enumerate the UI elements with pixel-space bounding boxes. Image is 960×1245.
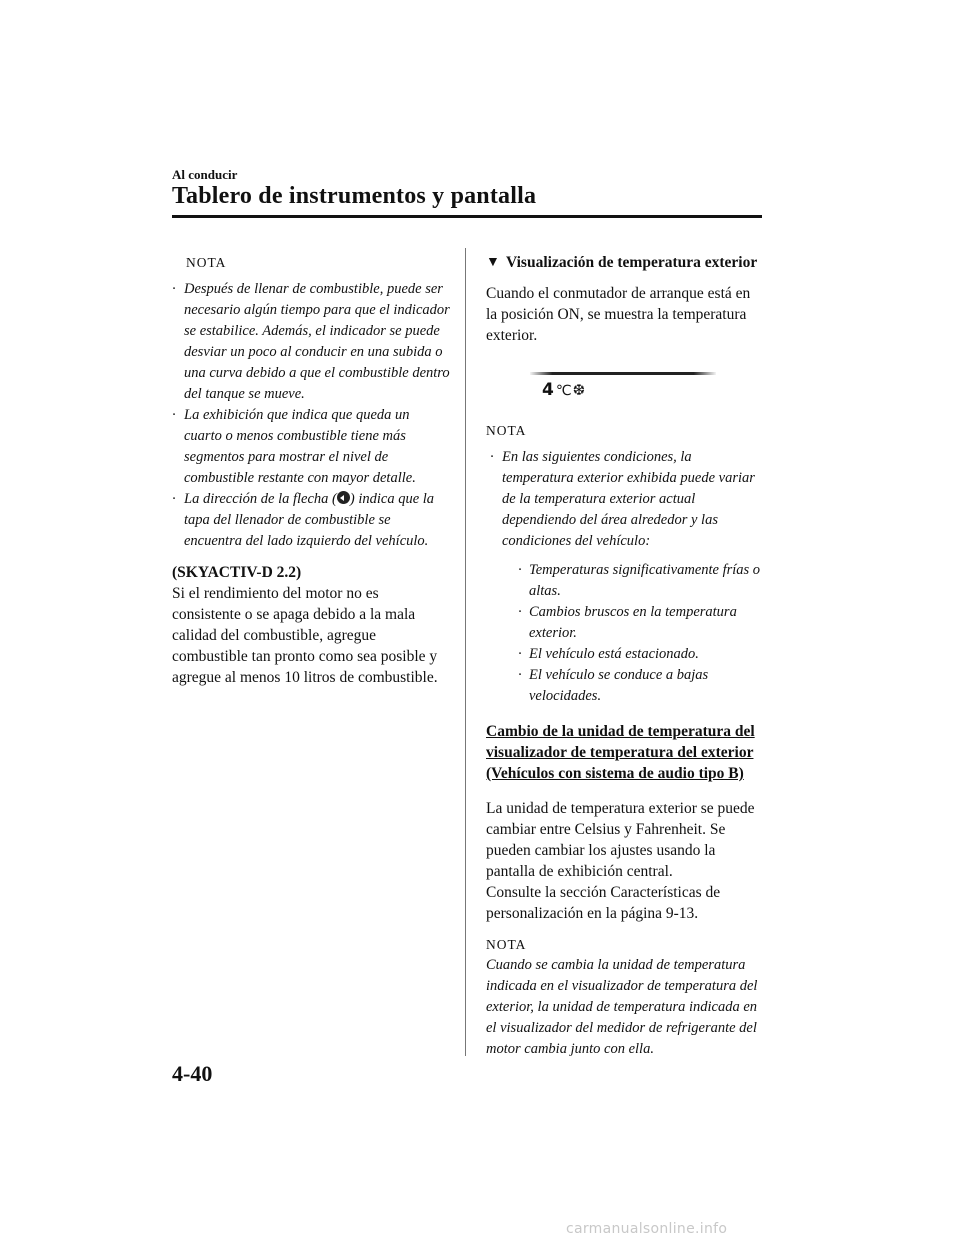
watermark: carmanualsonline.info bbox=[566, 1221, 728, 1237]
change-unit-reference: Consulte la sección Características de personalización en la página 9-13. bbox=[486, 884, 721, 922]
conditions-list bbox=[518, 560, 764, 707]
change-unit-text: La unidad de temperatura exterior se puede cambiar entre Celsius y Fahrenheit. Se pueden cambiar los ajustes usando la pantalla de exhibición central. bbox=[486, 800, 755, 880]
page-title: Tablero de instrumentos y pantalla bbox=[172, 183, 537, 209]
skyactiv-heading: (SKYACTIV-D 2.2) bbox=[172, 564, 302, 581]
nota-label: NOTA bbox=[186, 255, 227, 270]
temperature-value: 4 bbox=[542, 380, 554, 400]
celsius-unit: ℃ bbox=[555, 383, 572, 399]
triangle-down-icon: ▼ bbox=[486, 255, 500, 270]
list-item: · El vehículo se conduce a bajas velocidades. bbox=[518, 667, 709, 704]
list-item: · Temperaturas significativamente frías o altas. bbox=[518, 562, 761, 599]
skyactiv-text: Si el rendimiento del motor no es consistente o se apaga debido a la mala calidad del combustible, agregue combustible tan pronto como sea posible y agregue al menos 10 litros de combustible. bbox=[172, 585, 438, 686]
fuel-notes-list bbox=[172, 279, 450, 552]
snowflake-icon: ❆ bbox=[572, 381, 586, 399]
page-number: 4-40 bbox=[172, 1061, 213, 1086]
column-divider bbox=[465, 248, 466, 1056]
nota-label: NOTA bbox=[486, 937, 527, 952]
change-unit-title: Cambio de la unidad de temperatura del visualizador de temperatura del exterior (Vehículos con sistema de audio tipo B) bbox=[486, 723, 755, 782]
outside-temp-intro: Cuando el conmutador de arranque está en la posición ON, se muestra la temperatura exterior. bbox=[486, 285, 751, 344]
list-item: · El vehículo está estacionado. bbox=[518, 646, 699, 662]
list-item: · La dirección de la flecha ( ) indica que la tapa del llenador de combustible se encuentra del lado izquierdo del vehículo. bbox=[172, 491, 435, 549]
header-rule bbox=[172, 215, 762, 218]
temp-notes-list bbox=[490, 447, 764, 707]
left-column bbox=[172, 252, 450, 688]
outside-temp-heading: ▼ Visualización de temperatura exterior bbox=[486, 254, 758, 271]
right-column bbox=[486, 252, 764, 1060]
section-label: Al conducir bbox=[172, 167, 238, 182]
temperature-readout bbox=[542, 380, 585, 402]
nota-label: NOTA bbox=[486, 423, 527, 438]
list-item: · Después de llenar de combustible, puede ser necesario algún tiempo para que el indicador se estabilice. Además, el indicador se puede desviar un poco al conducir en una subida o una curva debido a que el combustible dentro del tanque se mueve. bbox=[172, 281, 450, 402]
list-item: · Cambios bruscos en la temperatura exterior. bbox=[518, 604, 737, 641]
list-item: · En las siguientes condiciones, la temperatura exterior exhibida puede variar de la temperatura exterior actual dependiendo del área alrededor y las condiciones del vehículo: · Temperaturas significativamente frías o altas. · Cambios bruscos en la temperatura exterior. · El vehículo está estacionado. · El vehículo se conduce a bajas velocidades. bbox=[490, 447, 764, 707]
display-bar bbox=[530, 372, 716, 375]
list-item: · La exhibición que indica que queda un cuarto o menos combustible tiene más segmentos para mostrar el nivel de combustible restante con mayor detalle. bbox=[172, 407, 416, 486]
temperature-display bbox=[530, 362, 716, 416]
fuel-door-arrow-icon bbox=[337, 491, 350, 504]
nota-text: Cuando se cambia la unidad de temperatura indicada en el visualizador de temperatura del exterior, la unidad de temperatura indicada en el visualizador del medidor de refrigerante del motor cambia junto con ella. bbox=[486, 957, 758, 1057]
